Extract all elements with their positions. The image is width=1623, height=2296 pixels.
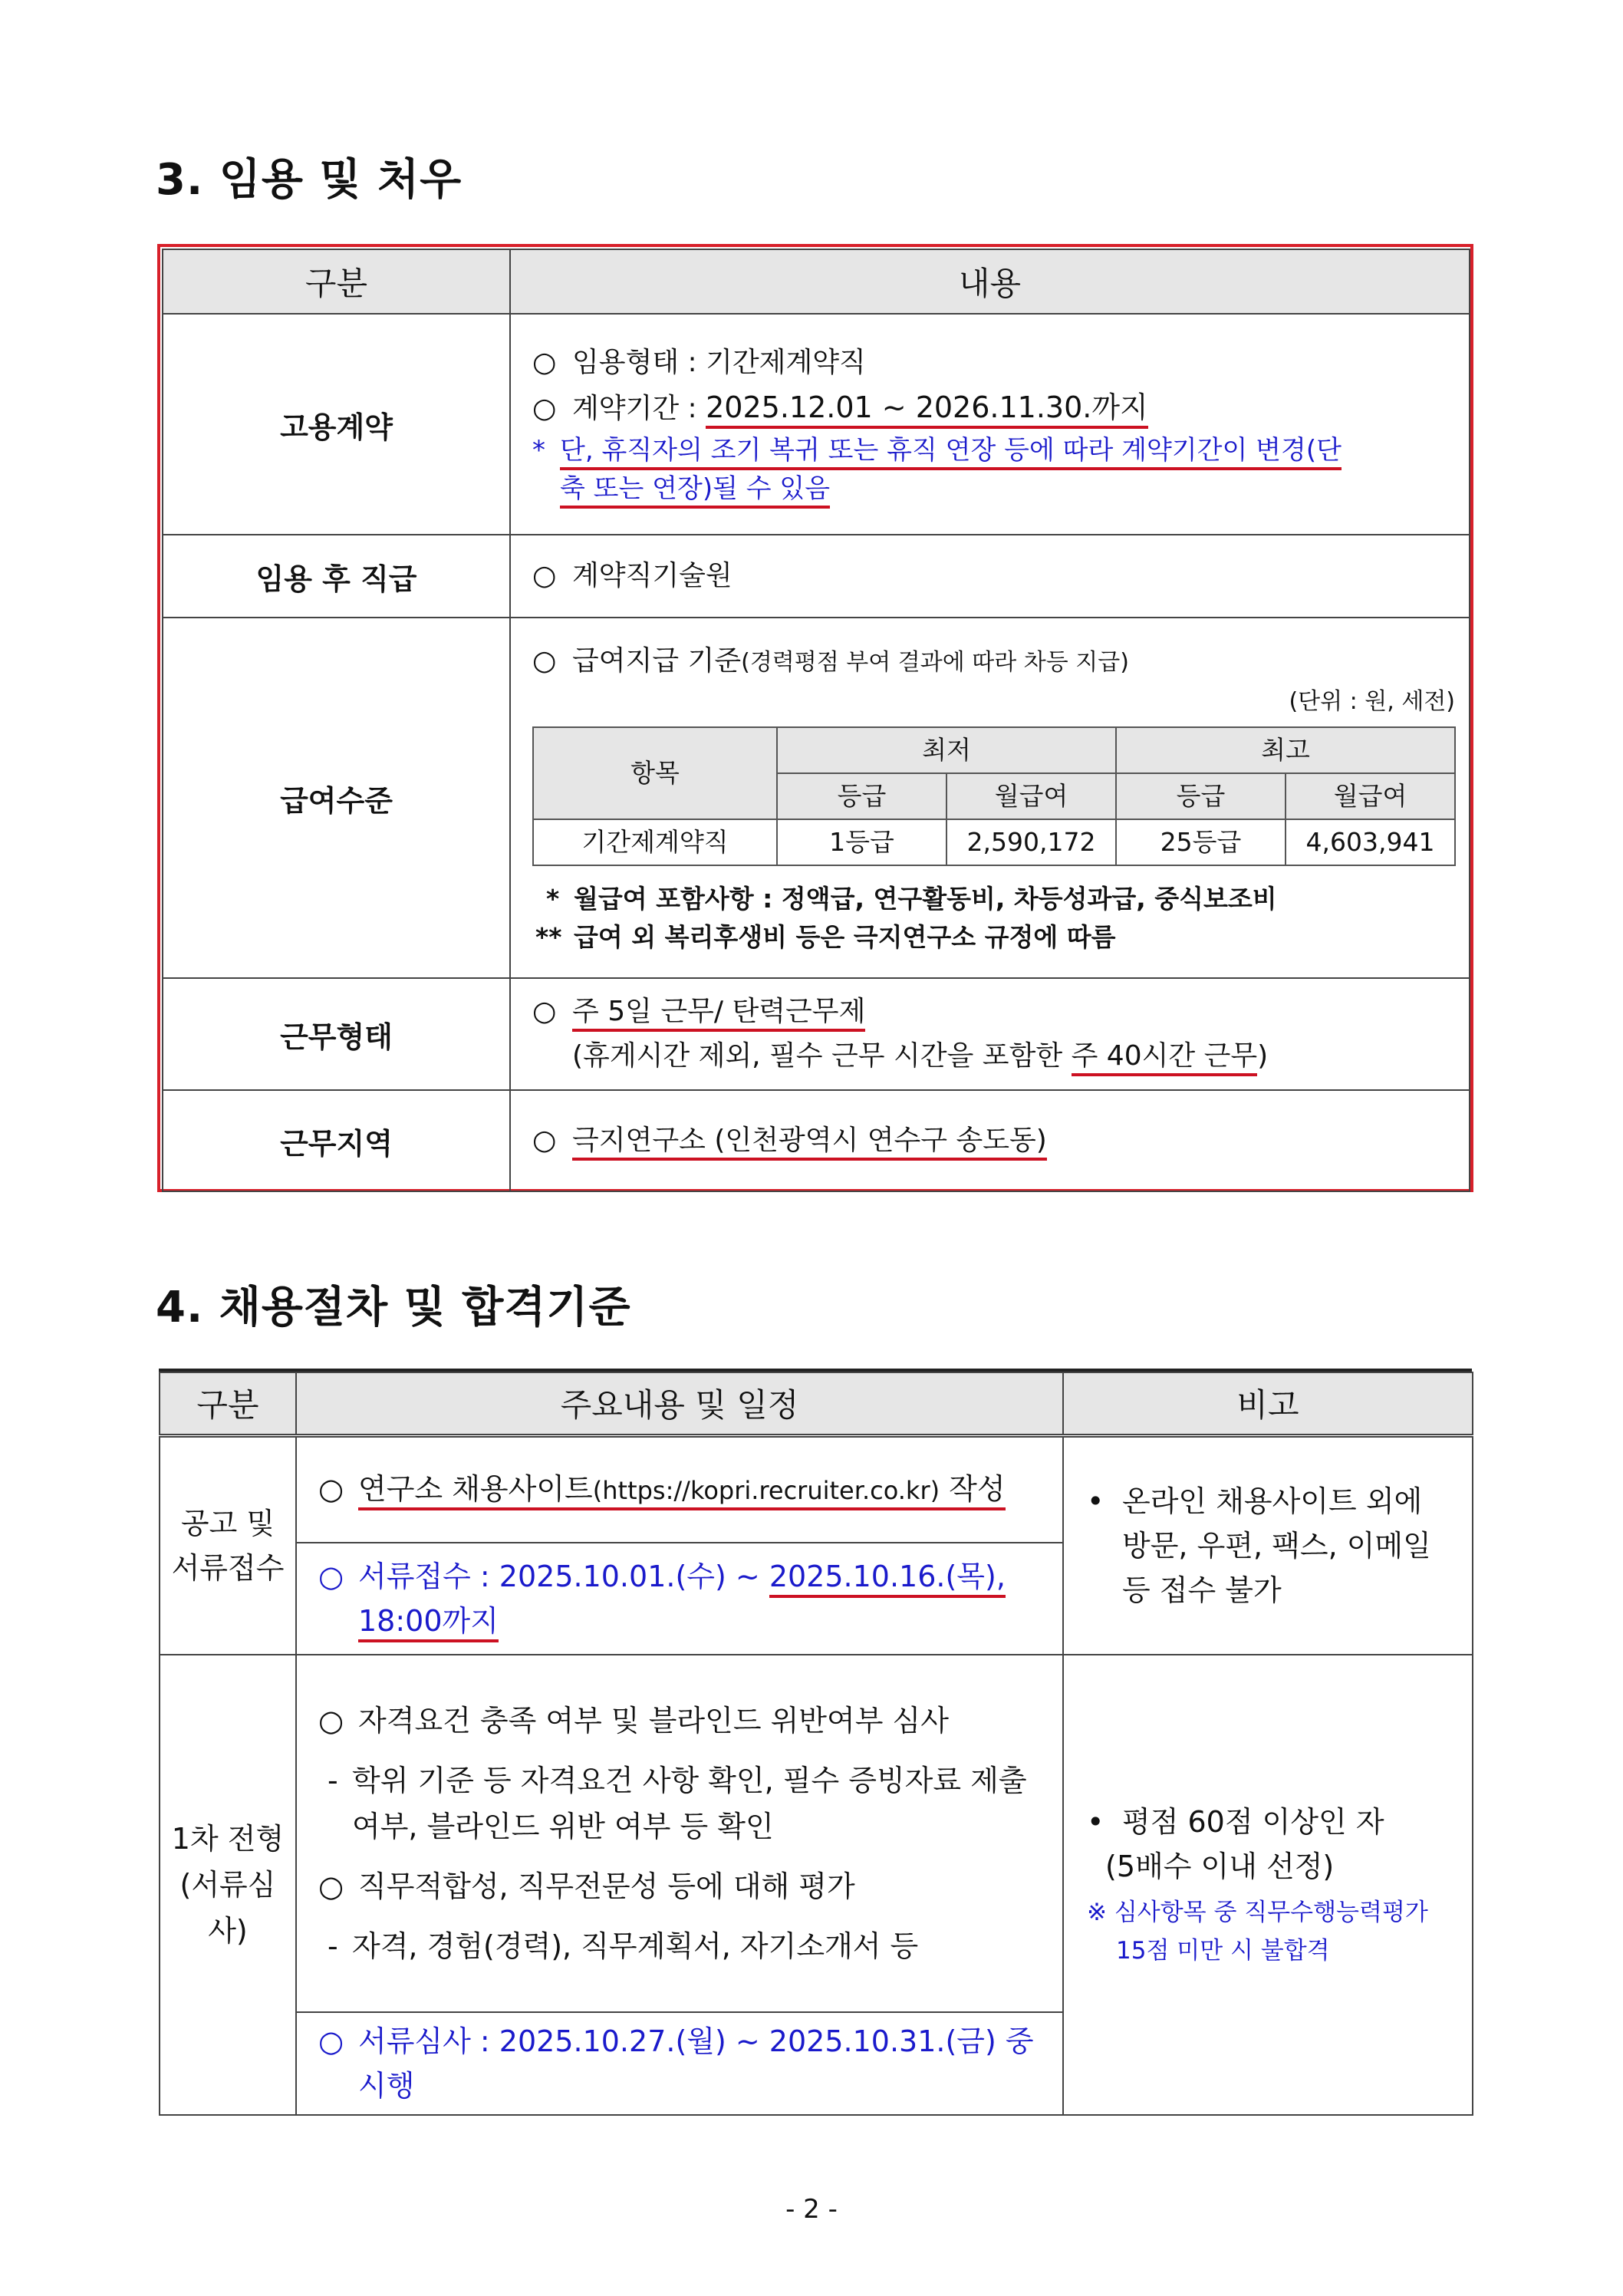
salary-note2: 급여 외 복리후생비 등은 극지연구소 규정에 따름	[574, 922, 1116, 952]
dot-bullet-icon: •	[1087, 1805, 1104, 1839]
salary-note1: 월급여 포함사항 : 정액급, 연구활동비, 차등성과급, 중식보조비	[574, 884, 1277, 914]
circle-bullet-icon: ○	[532, 645, 557, 677]
employment-type: 임용형태 : 기간제계약직	[572, 347, 866, 378]
dash-bullet-icon: -	[328, 1929, 338, 1963]
notice-receipt	[296, 1543, 1063, 1655]
circle-bullet-icon: ○	[318, 1560, 344, 1593]
first-item1-sub2: 여부, 블라인드 위반 여부 등 확인	[352, 1810, 774, 1843]
circle-bullet-icon: ○	[532, 1125, 557, 1156]
receipt-time: 18:00까지	[358, 1604, 499, 1642]
location-label: 근무지역	[163, 1090, 510, 1191]
salary-table-max-header: 최고	[1116, 727, 1455, 773]
notice-remark-line3: 등 접수 불가	[1122, 1573, 1282, 1607]
circle-bullet-icon: ○	[318, 1704, 344, 1738]
salary-table-max-grade: 25등급	[1116, 819, 1286, 865]
salary-table-grade-header: 등급	[1116, 773, 1286, 819]
grade-content	[510, 535, 1470, 618]
notice-remark	[1063, 1435, 1473, 1655]
first-remark-line1: 평점 60점 이상인 자	[1122, 1805, 1384, 1839]
location-value: 극지연구소 (인천광역시 연수구 송도동)	[572, 1125, 1047, 1161]
salary-unit: (단위 : 원, 세전)	[1289, 688, 1455, 715]
first-item2-sub: 자격, 경험(경력), 직무계획서, 자기소개서 등	[352, 1929, 919, 1963]
notice-label-line2: 서류접수	[171, 1550, 285, 1585]
salary-table-row-name: 기간제계약직	[533, 819, 777, 865]
notice-remark-line1: 온라인 채용사이트 외에	[1122, 1484, 1423, 1518]
salary-table-min-header: 최저	[777, 727, 1116, 773]
first-remark-note2: 15점 미만 시 불합격	[1116, 1937, 1330, 1965]
header-content: 주요내용 및 일정	[296, 1372, 1063, 1435]
first-stage-schedule	[296, 2012, 1063, 2115]
section4-title: 4. 채용절차 및 합격기준	[156, 1283, 631, 1332]
section3-title: 3. 임용 및 처우	[156, 155, 463, 205]
note2-mark: **	[535, 922, 562, 952]
circle-bullet-icon: ○	[532, 996, 557, 1027]
dot-bullet-icon: •	[1087, 1484, 1104, 1518]
circle-bullet-icon: ○	[532, 393, 557, 424]
notice-site	[296, 1435, 1063, 1543]
employment-content	[510, 314, 1470, 535]
salary-label: 급여수준	[163, 618, 510, 978]
salary-table-min-grade: 1등급	[777, 819, 946, 865]
first-remark-line2: (5배수 이내 선정)	[1105, 1850, 1335, 1883]
salary-basis: 급여지급 기준	[572, 645, 742, 677]
circle-bullet-icon: ○	[532, 347, 557, 378]
site-suffix: 작성	[940, 1471, 1006, 1506]
worktype-line1: 주 5일 근무/ 탄력근무제	[572, 996, 865, 1032]
first-label-line1: 1차 전형	[171, 1822, 285, 1856]
circle-bullet-icon: ○	[318, 2024, 344, 2058]
schedule-line1: 서류심사 : 2025.10.27.(월) ~ 2025.10.31.(금) 중	[358, 2024, 1034, 2058]
schedule-line2: 시행	[358, 2069, 415, 2103]
period-note-line1: 단, 휴직자의 조기 복귀 또는 휴직 연장 등에 따라 계약기간이 변경(단	[560, 435, 1342, 470]
section3-table	[162, 249, 1470, 1192]
section4-table	[159, 1372, 1473, 2116]
dash-bullet-icon: -	[328, 1764, 338, 1797]
header-content: 내용	[510, 249, 1470, 314]
note-mark: *	[532, 435, 545, 466]
receipt-deadline: 2025.10.16.(목),	[769, 1560, 1006, 1598]
salary-table	[532, 726, 1456, 866]
location-content	[510, 1090, 1470, 1191]
header-remark: 비고	[1063, 1372, 1473, 1435]
employment-label: 고용계약	[163, 314, 510, 535]
salary-basis-sub: (경력평점 부여 결과에 따라 차등 지급)	[741, 649, 1129, 676]
first-stage-label	[160, 1655, 296, 2115]
worktype-hours: 주 40시간 근무	[1072, 1040, 1258, 1076]
first-stage-items	[296, 1655, 1063, 2012]
first-item2: 직무적합성, 직무전문성 등에 대해 평가	[358, 1869, 855, 1903]
notice-label-line1: 공고 및	[180, 1506, 275, 1540]
contract-period: 2025.12.01 ~ 2026.11.30.까지	[706, 390, 1148, 429]
first-item1-sub1: 학위 기준 등 자격요건 사항 확인, 필수 증빙자료 제출	[352, 1764, 1027, 1797]
first-stage-remark	[1063, 1655, 1473, 2115]
salary-content	[510, 618, 1470, 978]
salary-table-grade-header: 등급	[777, 773, 946, 819]
salary-table-monthly-header: 월급여	[1286, 773, 1455, 819]
salary-table-item-header: 항목	[533, 727, 777, 819]
receipt-prefix: 서류접수 : 2025.10.01.(수) ~	[358, 1560, 769, 1593]
worktype-label: 근무형태	[163, 978, 510, 1090]
header-category: 구분	[163, 249, 510, 314]
first-remark-note1: ※ 심사항목 중 직무수행능력평가	[1087, 1899, 1428, 1926]
page-number: - 2 -	[785, 2194, 838, 2225]
salary-table-min-pay: 2,590,172	[946, 819, 1116, 865]
first-label-line2: (서류심사)	[179, 1868, 276, 1948]
site-url: (https://kopri.recruiter.co.kr)	[592, 1475, 940, 1505]
note1-mark: *	[546, 884, 560, 914]
notice-label	[160, 1435, 296, 1655]
salary-table-max-pay: 4,603,941	[1286, 819, 1455, 865]
period-note-line2: 축 또는 연장)될 수 있음	[560, 473, 830, 509]
worktype-line2-prefix: (휴게시간 제외, 필수 근무 시간을 포함한	[572, 1040, 1072, 1072]
circle-bullet-icon: ○	[532, 560, 557, 591]
first-item1: 자격요건 충족 여부 및 블라인드 위반여부 심사	[358, 1704, 949, 1738]
site-label: 연구소 채용사이트	[358, 1471, 593, 1506]
header-category: 구분	[160, 1372, 296, 1435]
notice-remark-line2: 방문, 우편, 팩스, 이메일	[1122, 1528, 1431, 1563]
salary-table-monthly-header: 월급여	[946, 773, 1116, 819]
worktype-line2-suffix: )	[1257, 1040, 1269, 1072]
worktype-content	[510, 978, 1470, 1090]
circle-bullet-icon: ○	[318, 1471, 344, 1506]
period-prefix: 계약기간 :	[572, 393, 706, 424]
grade-value: 계약직기술원	[572, 560, 732, 591]
grade-label: 임용 후 직급	[163, 535, 510, 618]
circle-bullet-icon: ○	[318, 1869, 344, 1903]
